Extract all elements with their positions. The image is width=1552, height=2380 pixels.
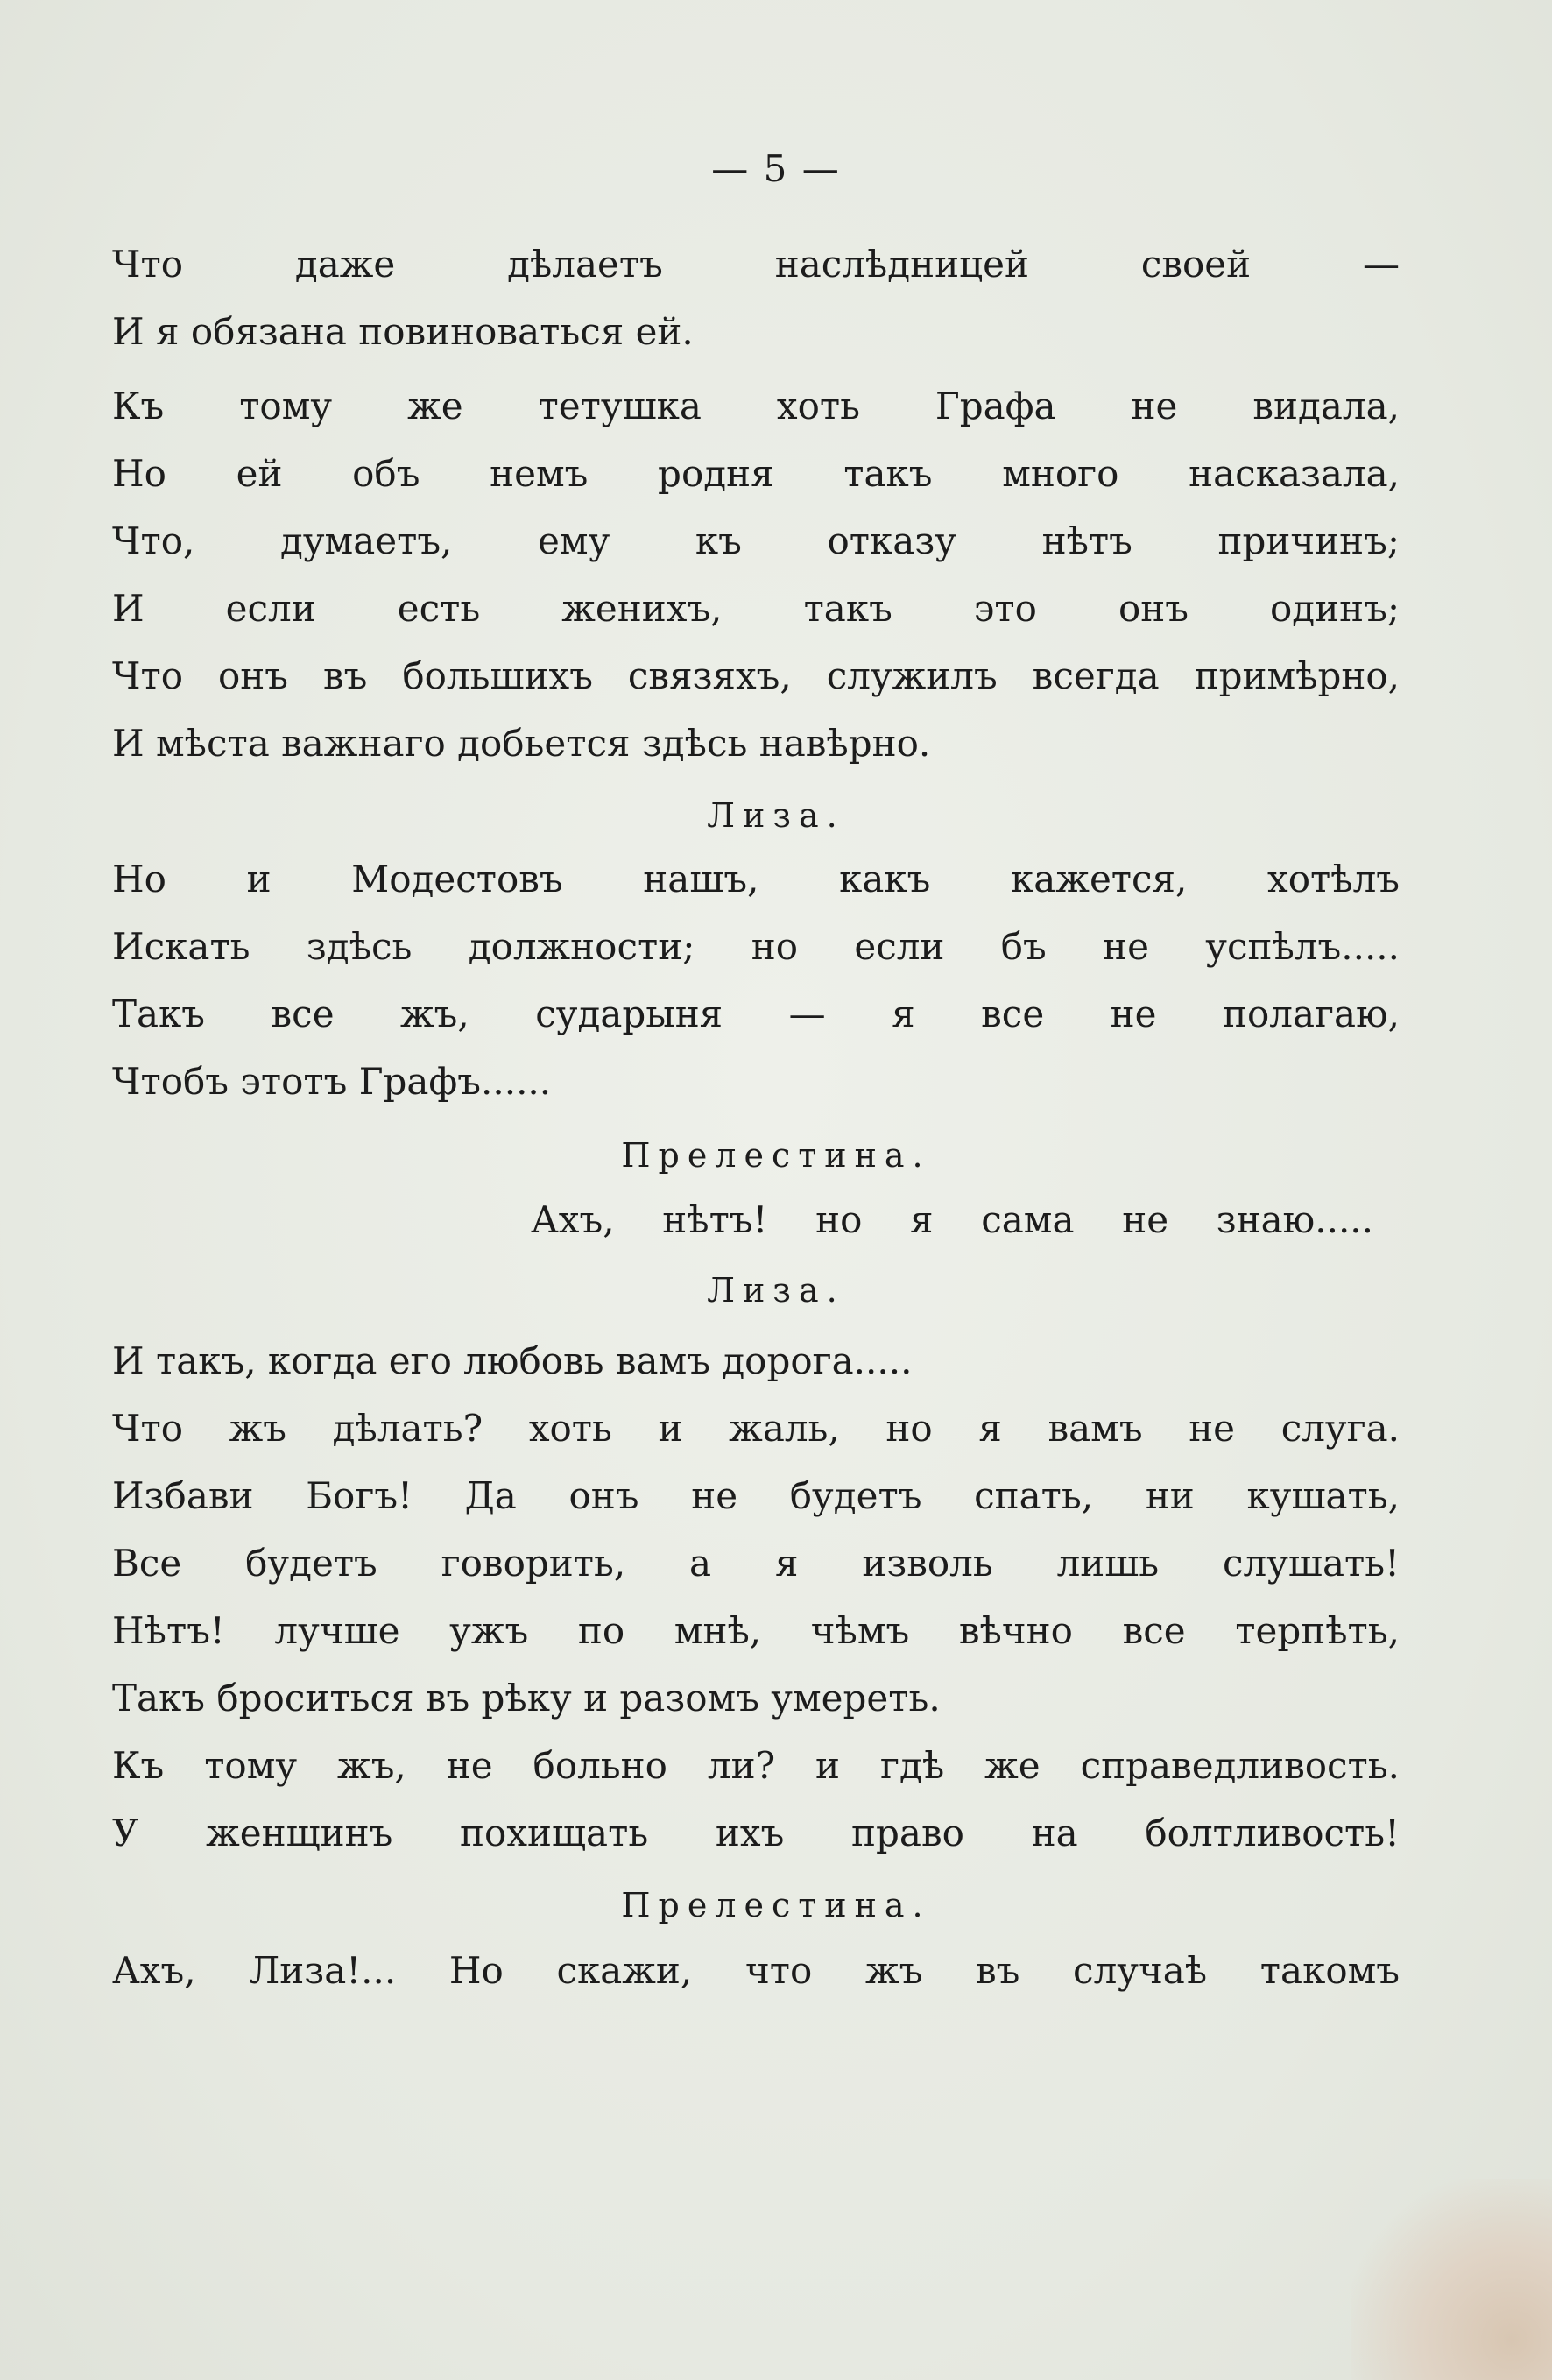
verse-line: Нѣтъ! лучше ужъ по мнѣ, чѣмъ вѣчно все терпѣть, — [112, 1609, 1400, 1652]
verse-line: Къ тому же тетушка хоть Графа не видала, — [112, 385, 1400, 427]
verse-line: Чтобъ этотъ Графъ...... — [112, 1060, 552, 1103]
verse-line: Все будетъ говорить, а я изволь лишь слушать! — [112, 1542, 1400, 1585]
verse-line: Что онъ въ большихъ связяхъ, служилъ всегда примѣрно, — [112, 654, 1400, 697]
verse-line: У женщинъ похищать ихъ право на болтливость! — [112, 1811, 1400, 1854]
verse-line: И я обязана повиноваться ей. — [112, 310, 694, 353]
verse-line: И мѣста важнаго добьется здѣсь навѣрно. — [112, 722, 931, 765]
speaker-heading: Лиза. — [707, 1271, 845, 1310]
verse-line: Но и Модестовъ нашъ, какъ кажется, хотѣлъ — [112, 858, 1400, 900]
verse-line: Что, думаетъ, ему къ отказу нѣтъ причинъ; — [112, 519, 1400, 562]
verse-line: Что жъ дѣлать? хоть и жаль, но я вамъ не слуга. — [112, 1407, 1400, 1450]
speaker-heading: Прелестина. — [621, 1886, 931, 1924]
verse-line: Такъ броситься въ рѣку и разомъ умереть. — [112, 1677, 941, 1720]
verse-line: Что даже дѣлаетъ наслѣдницей своей — — [112, 243, 1400, 286]
verse-line-indented: Ахъ, нѣтъ! но я сама не знаю..... — [531, 1198, 1373, 1241]
verse-line: Но ей объ немъ родня такъ много насказала, — [112, 452, 1400, 495]
verse-line: Искать здѣсь должности; но если бъ не успѣлъ..... — [112, 925, 1400, 968]
verse-line: И если есть женихъ, такъ это онъ одинъ; — [112, 587, 1400, 630]
verse-line: Къ тому жъ, не больно ли? и гдѣ же справедливость. — [112, 1744, 1400, 1787]
verse-line: Ахъ, Лиза!... Но скажи, что жъ въ случаѣ такомъ — [112, 1949, 1400, 1992]
paper-stain — [1351, 2179, 1552, 2380]
verse-line: И такъ, когда его любовь вамъ дорога..... — [112, 1339, 913, 1382]
speaker-heading: Прелестина. — [621, 1136, 931, 1175]
verse-line: Такъ все жъ, сударыня — я все не полагаю, — [112, 992, 1400, 1035]
verse-line: Избави Богъ! Да онъ не будетъ спать, ни кушать, — [112, 1474, 1400, 1517]
speaker-heading: Лиза. — [707, 796, 845, 835]
page-number: — 5 — — [711, 147, 841, 190]
